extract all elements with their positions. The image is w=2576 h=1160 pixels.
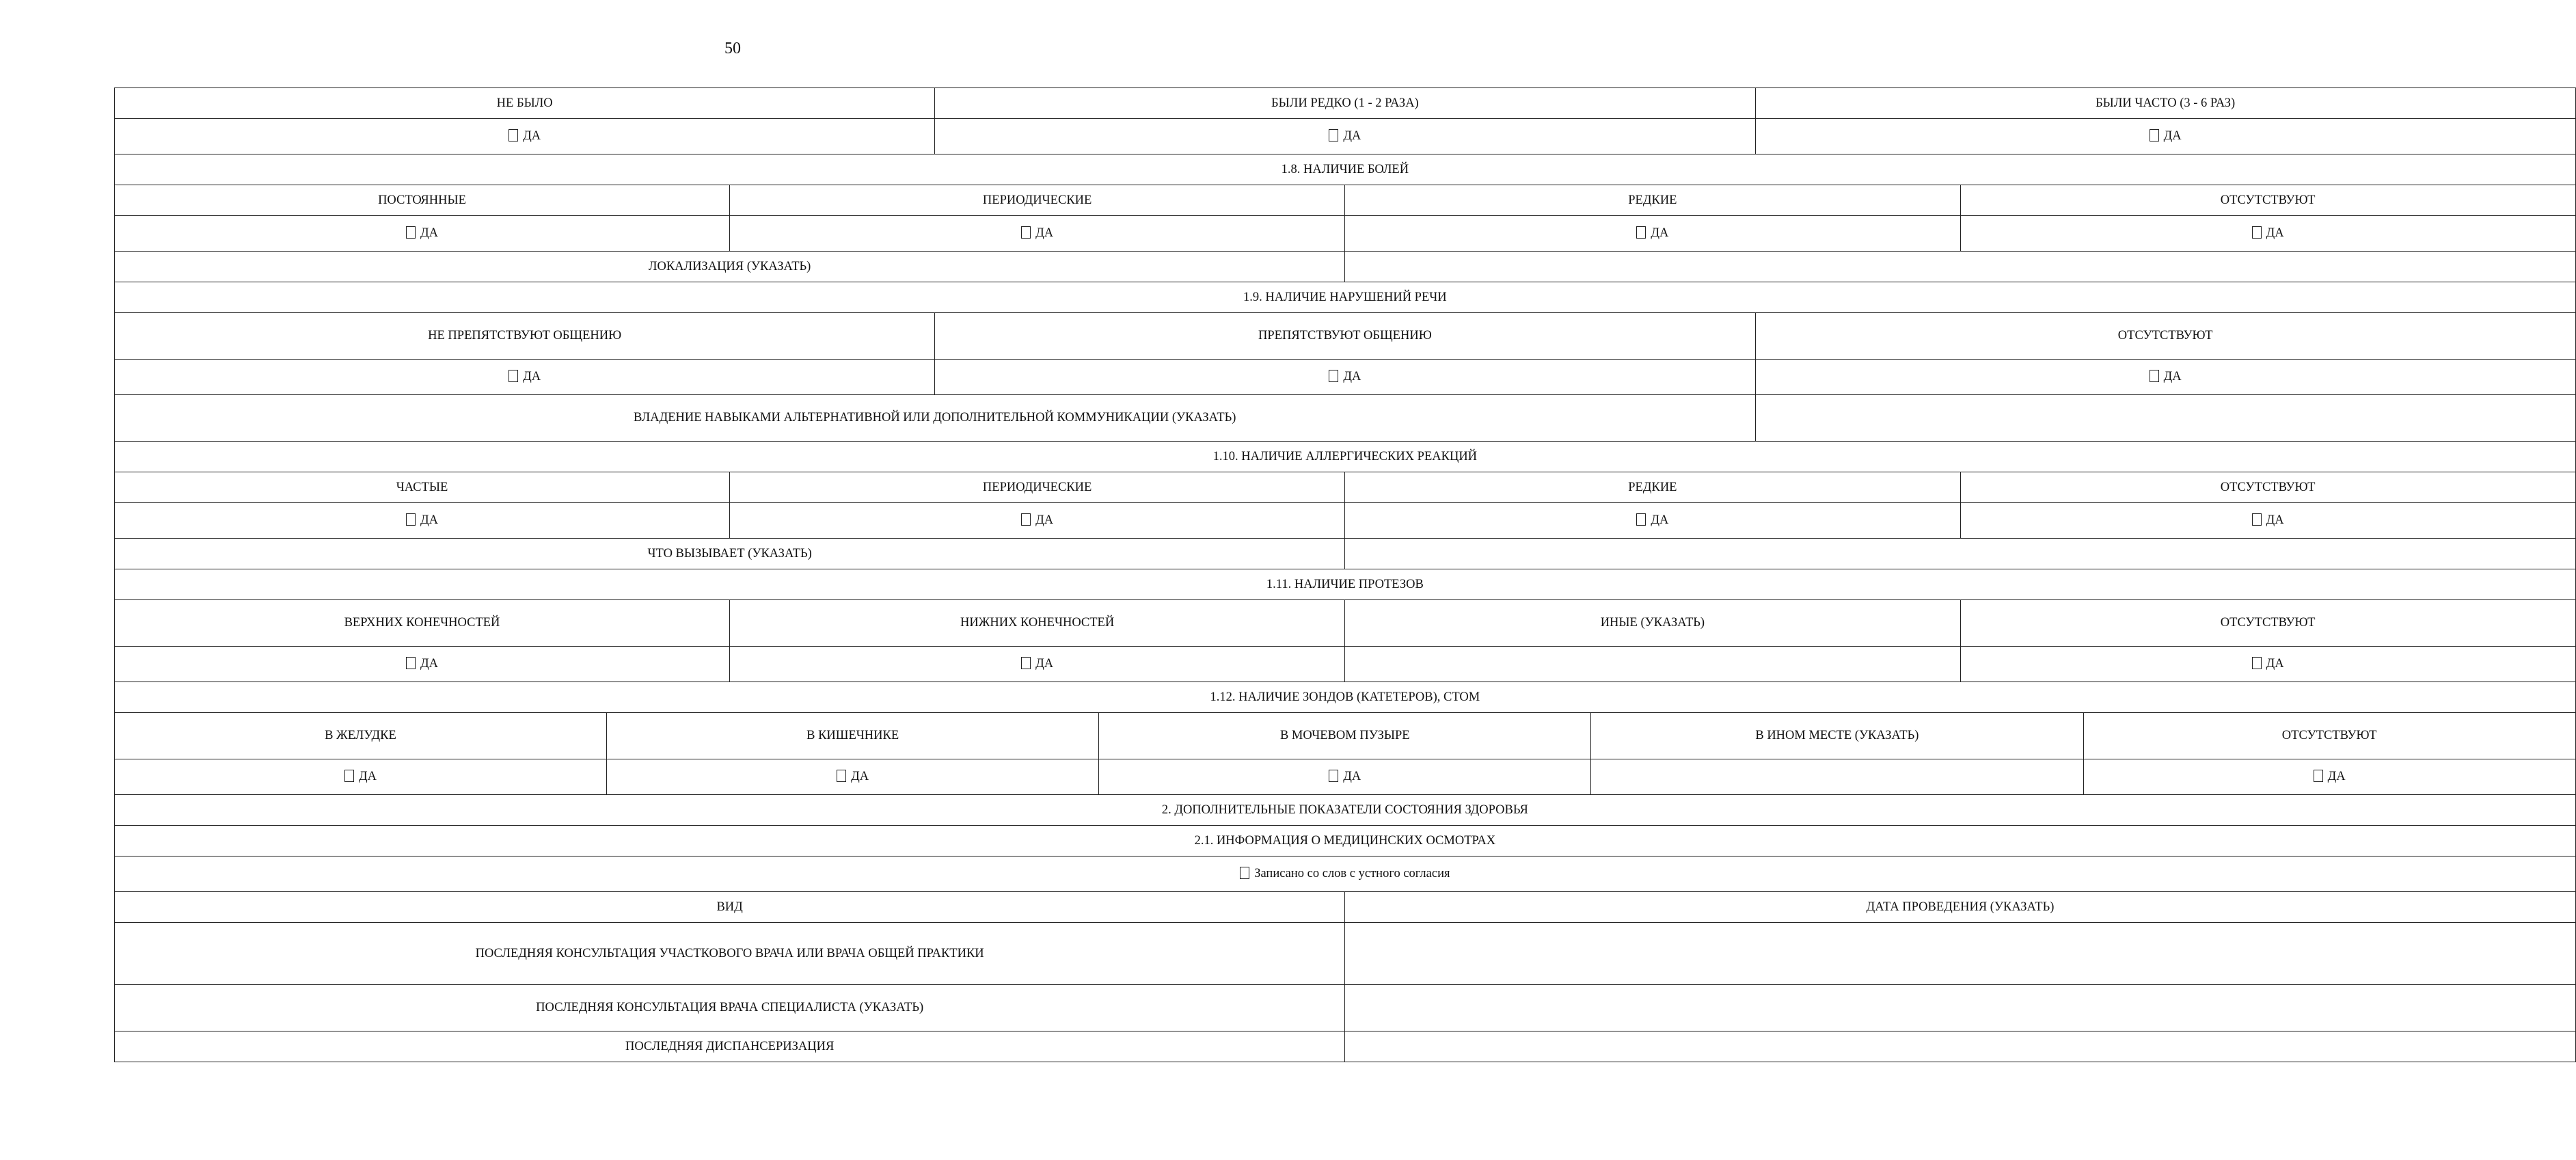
header-cell: ПЕРИОДИЧЕСКИЕ [730,472,1345,503]
checkbox-icon[interactable] [509,370,518,382]
checkbox-cell[interactable]: ДА [1345,503,1960,539]
checkbox-cell[interactable]: ДА [115,119,935,154]
checkbox-cell[interactable]: ДА [2083,759,2575,795]
localization-input[interactable] [1345,252,2575,282]
checkbox-cell[interactable]: ДА [115,759,607,795]
header-cell: ПЕРИОДИЧЕСКИЕ [730,185,1345,216]
exam-date-input[interactable] [1345,1031,2575,1062]
checkbox-cell[interactable]: ДА [1960,216,2575,252]
header-not-occurred: НЕ БЫЛО [115,88,935,119]
allergy-cause-input[interactable] [1345,539,2575,569]
other-location-input[interactable] [1591,759,2083,795]
checkbox-cell[interactable]: ДА [1099,759,1591,795]
checkbox-cell[interactable]: ДА [1345,216,1960,252]
checkbox-icon[interactable] [1636,226,1646,239]
checkbox-cell[interactable]: ДА [115,360,935,395]
exam-date-input[interactable] [1345,985,2575,1031]
checkbox-cell[interactable]: ДА [1755,119,2575,154]
other-prosthesis-input[interactable] [1345,647,1960,682]
header-cell: ОТСУТСТВУЮТ [1960,185,2575,216]
checkbox-cell[interactable]: ДА [115,503,730,539]
checkbox-cell[interactable]: ДА [1755,360,2575,395]
page-number: 50 [724,40,741,57]
alt-communication-label: ВЛАДЕНИЕ НАВЫКАМИ АЛЬТЕРНАТИВНОЙ ИЛИ ДОПОЛНИТЕЛЬНОЙ КОММУНИКАЦИИ (УКАЗАТЬ) [115,395,1756,442]
exam-date-input[interactable] [1345,923,2575,985]
header-cell: ПОСТОЯННЫЕ [115,185,730,216]
checkbox-cell[interactable]: ДА [607,759,1099,795]
checkbox-cell[interactable]: ДА [730,216,1345,252]
checkbox-icon[interactable] [1329,129,1338,141]
checkbox-icon[interactable] [2252,513,2262,526]
section-title-prosthesis: 1.11. НАЛИЧИЕ ПРОТЕЗОВ [115,569,2576,600]
exam-type-label: ПОСЛЕДНЯЯ КОНСУЛЬТАЦИЯ УЧАСТКОВОГО ВРАЧА ИЛИ ВРАЧА ОБЩЕЙ ПРАКТИКИ [115,923,1345,985]
checkbox-icon[interactable] [837,770,846,782]
checkbox-cell[interactable]: ДА [730,647,1345,682]
header-cell: ОТСУТСТВУЮТ [2083,713,2575,759]
consent-label: Записано со слов с устного согласия [1254,867,1450,881]
checkbox-icon[interactable] [344,770,354,782]
checkbox-cell[interactable]: ДА [1960,503,2575,539]
alt-communication-input[interactable] [1755,395,2575,442]
section-title-pain: 1.8. НАЛИЧИЕ БОЛЕЙ [115,154,2576,185]
checkbox-icon[interactable] [2150,129,2159,141]
header-cell: ИНЫЕ (УКАЗАТЬ) [1345,600,1960,647]
header-cell: РЕДКИЕ [1345,472,1960,503]
section-title-speech: 1.9. НАЛИЧИЕ НАРУШЕНИЙ РЕЧИ [115,282,2576,313]
consent-checkbox-row[interactable] [115,856,2576,892]
header-cell: В КИШЕЧНИКЕ [607,713,1099,759]
checkbox-icon[interactable] [1021,657,1031,669]
header-cell: ПРЕПЯТСТВУЮТ ОБЩЕНИЮ [935,313,1755,360]
header-cell: НИЖНИХ КОНЕЧНОСТЕЙ [730,600,1345,647]
column-header-date: ДАТА ПРОВЕДЕНИЯ (УКАЗАТЬ) [1345,892,2575,923]
checkbox-icon[interactable] [1636,513,1646,526]
checkbox-icon[interactable] [2252,657,2262,669]
checkbox-icon[interactable] [2252,226,2262,239]
checkbox-icon[interactable] [1329,370,1338,382]
checkbox-icon[interactable] [1021,513,1031,526]
header-cell: В ИНОМ МЕСТЕ (УКАЗАТЬ) [1591,713,2083,759]
health-form-table [114,87,2576,1062]
header-cell: ЧАСТЫЕ [115,472,730,503]
checkbox-cell[interactable]: ДА [115,647,730,682]
checkbox-cell[interactable]: ДА [730,503,1345,539]
checkbox-icon[interactable] [2150,370,2159,382]
checkbox-cell[interactable]: ДА [935,119,1755,154]
checkbox-cell[interactable]: ДА [935,360,1755,395]
column-header-type: ВИД [115,892,1345,923]
section-title-additional-health: 2. ДОПОЛНИТЕЛЬНЫЕ ПОКАЗАТЕЛИ СОСТОЯНИЯ ЗДОРОВЬЯ [115,795,2576,826]
checkbox-icon[interactable] [509,129,518,141]
header-cell: НЕ ПРЕПЯТСТВУЮТ ОБЩЕНИЮ [115,313,935,360]
header-cell: В ЖЕЛУДКЕ [115,713,607,759]
header-rarely: БЫЛИ РЕДКО (1 - 2 РАЗА) [935,88,1755,119]
header-cell: ОТСУТСТВУЮТ [1960,600,2575,647]
checkbox-cell[interactable]: ДА [115,216,730,252]
checkbox-icon[interactable] [406,657,416,669]
checkbox-icon[interactable] [406,513,416,526]
checkbox-icon[interactable] [406,226,416,239]
checkbox-icon[interactable] [2314,770,2323,782]
header-often: БЫЛИ ЧАСТО (3 - 6 РАЗ) [1755,88,2575,119]
section-title-medical-exams: 2.1. ИНФОРМАЦИЯ О МЕДИЦИНСКИХ ОСМОТРАХ [115,826,2576,856]
header-cell: В МОЧЕВОМ ПУЗЫРЕ [1099,713,1591,759]
checkbox-icon[interactable] [1329,770,1338,782]
checkbox-icon[interactable] [1240,867,1249,879]
section-title-allergy: 1.10. НАЛИЧИЕ АЛЛЕРГИЧЕСКИХ РЕАКЦИЙ [115,442,2576,472]
exam-type-label: ПОСЛЕДНЯЯ ДИСПАНСЕРИЗАЦИЯ [115,1031,1345,1062]
checkbox-cell[interactable]: ДА [1960,647,2575,682]
allergy-cause-label: ЧТО ВЫЗЫВАЕТ (УКАЗАТЬ) [115,539,1345,569]
checkbox-icon[interactable] [1021,226,1031,239]
localization-label: ЛОКАЛИЗАЦИЯ (УКАЗАТЬ) [115,252,1345,282]
header-cell: ОТСУТСТВУЮТ [1755,313,2575,360]
header-cell: РЕДКИЕ [1345,185,1960,216]
section-title-probes: 1.12. НАЛИЧИЕ ЗОНДОВ (КАТЕТЕРОВ), СТОМ [115,682,2576,713]
header-cell: ВЕРХНИХ КОНЕЧНОСТЕЙ [115,600,730,647]
header-cell: ОТСУТСТВУЮТ [1960,472,2575,503]
exam-type-label: ПОСЛЕДНЯЯ КОНСУЛЬТАЦИЯ ВРАЧА СПЕЦИАЛИСТА (УКАЗАТЬ) [115,985,1345,1031]
